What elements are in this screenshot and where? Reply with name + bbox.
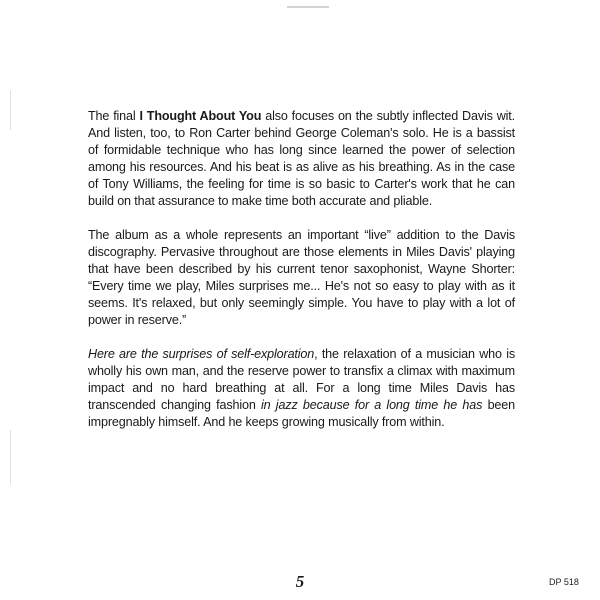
text-run: The album as a whole represents an important “live” addition to the Davis discography. Pervasive throughout are those elements in Miles Davis' playing that have been described by his current tenor saxophonist, Wayne Shorter: “Every time we play, Miles surprises me... He's not so easy to play with as it seems. It's relaxed, but only seemingly simple. You have to play with a lot of power in reserve.” xyxy=(88,228,515,327)
liner-notes-body xyxy=(88,108,515,448)
bold-text-run: I Thought About You xyxy=(139,109,262,123)
left-edge-mark xyxy=(10,430,11,485)
text-run: also focuses on the subtly inflected Davis wit. And listen, too, to Ron Carter behind George Coleman's solo. He is a bassist of formidable technique who has long since learned the power of selection among his resources. And his beat is as alive as his breathing. As in the case of Tony Williams, the feeling for time is so basic to Carter's work that he can build on that assurance to make time both accurate and pliable. xyxy=(88,109,515,208)
text-run: The final xyxy=(88,109,140,123)
italic-text-run: in jazz because for a long time he has xyxy=(261,398,483,412)
paragraph-2 xyxy=(88,227,515,329)
text-run: been impregnably himself. And he keeps growing musically from within. xyxy=(88,398,515,429)
paragraph-1 xyxy=(88,108,515,210)
left-edge-mark xyxy=(10,90,11,130)
paragraph-3 xyxy=(88,346,515,431)
text-run: , the relaxation of a musician who is wholly his own man, and the reserve power to transfix a climax with maximum impact and no hard breathing at all. For a long time Miles Davis has transcended changing fashion xyxy=(88,347,516,412)
catalog-code: DP 518 xyxy=(549,577,579,587)
page-number: 5 xyxy=(295,572,305,591)
top-rule xyxy=(287,6,329,8)
italic-text-run: Here are the surprises of self-exploration xyxy=(88,347,315,361)
